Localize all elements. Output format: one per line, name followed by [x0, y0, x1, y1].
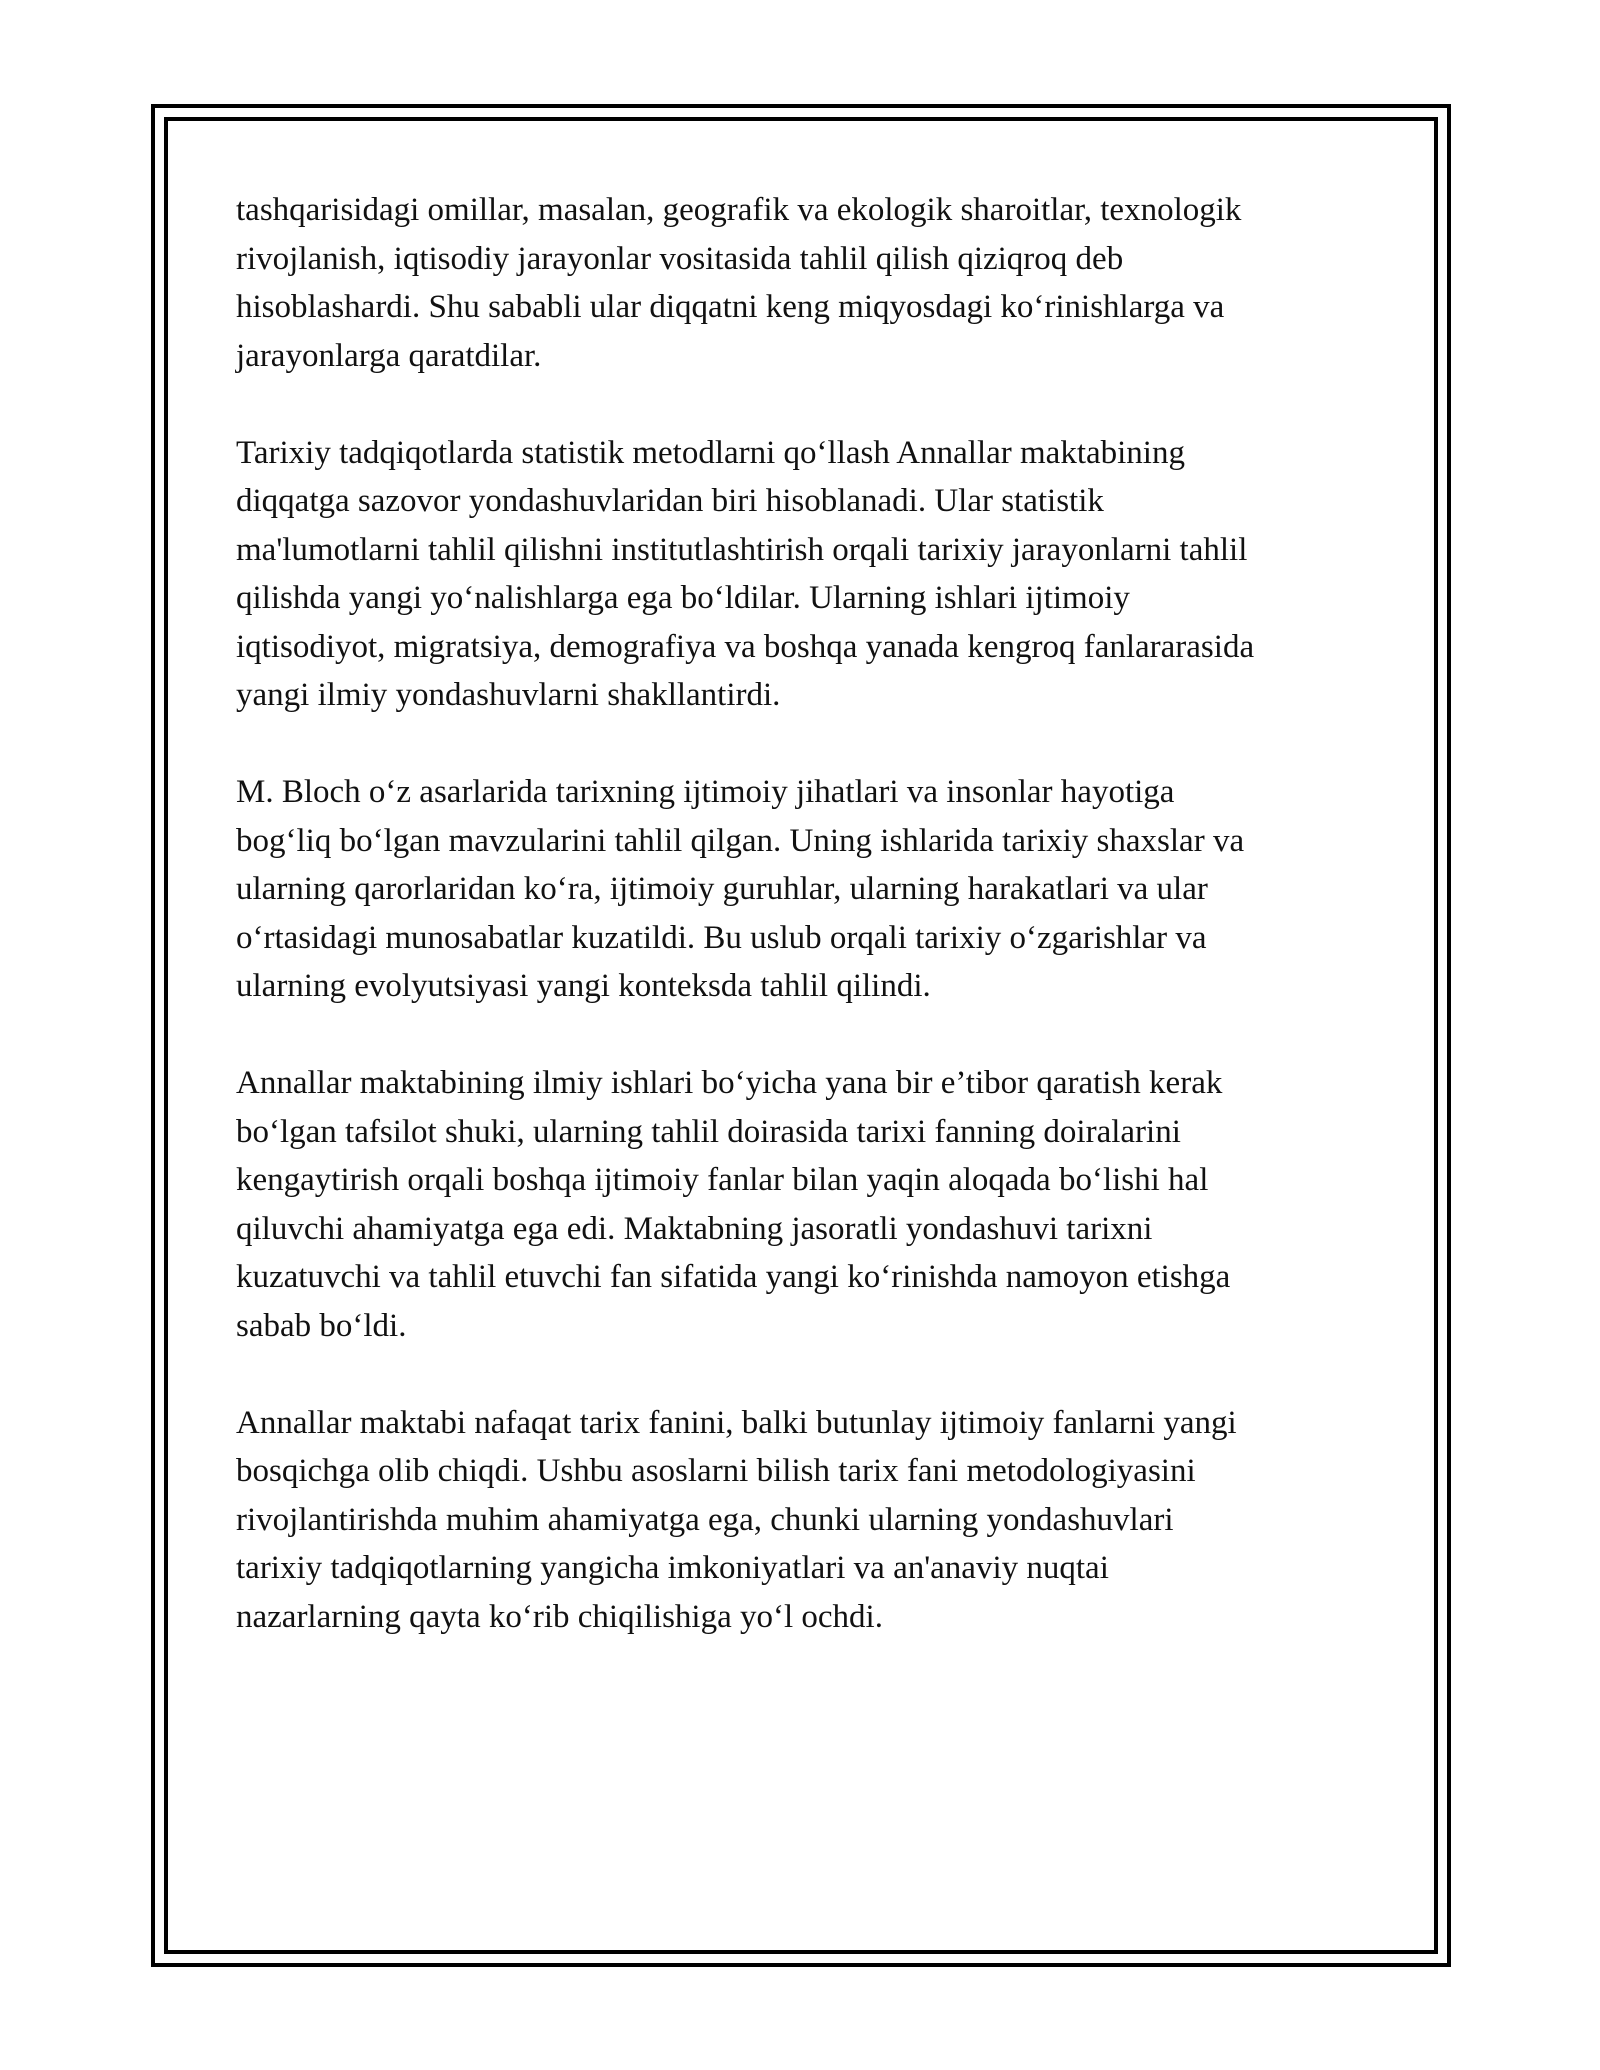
paragraph-1 [236, 186, 1386, 380]
text-line: o‘rtasidagi munosabatlar kuzatildi. Bu uslub orqali tarixiy o‘zgarishlar va [236, 919, 1207, 956]
text-line: Annallar maktabining ilmiy ishlari bo‘yicha yana bir e’tibor qaratish kerak [236, 1065, 1223, 1101]
text-line: qilishda yangi yo‘nalishlarga ega bo‘ldilar. Ularning ishlari ijtimoiy [236, 580, 1130, 616]
text-line: M. Bloch o‘z asarlarida tarixning ijtimoiy jihatlari va insonlar hayotiga [236, 774, 1175, 810]
text-line: kuzatuvchi va tahlil etuvchi fan sifatida yangi ko‘rinishda namoyon etishga [236, 1259, 1231, 1295]
text-line: ma'lumotlarni tahlil qilishni institutlashtirish orqali tarixiy jarayonlarni tahlil [236, 531, 1248, 568]
document-body [236, 186, 1386, 1690]
text-line: ularning qarorlaridan ko‘ra, ijtimoiy guruhlar, ularning harakatlari va ular [236, 871, 1208, 907]
text-line: kengaytirish orqali boshqa ijtimoiy fanlar bilan yaqin aloqada bo‘lishi hal [236, 1162, 1209, 1198]
paragraph-5 [236, 1399, 1386, 1642]
paragraph-3 [236, 768, 1386, 1011]
text-line: tarixiy tadqiqotlarning yangicha imkoniyatlari va an'anaviy nuqtai [236, 1550, 1109, 1586]
text-line: tashqarisidagi omillar, masalan, geografik va ekologik sharoitlar, texnologik [236, 192, 1242, 228]
text-line: sabab bo‘ldi. [236, 1307, 407, 1344]
paragraph-2 [236, 429, 1386, 720]
text-line: rivojlantirishda muhim ahamiyatga ega, chunki ularning yondashuvlari [236, 1501, 1174, 1538]
text-line: yangi ilmiy yondashuvlarni shakllantirdi. [236, 677, 781, 713]
text-line: diqqatga sazovor yondashuvlaridan biri hisoblanadi. Ular statistik [236, 483, 1104, 519]
text-line: iqtisodiyot, migratsiya, demografiya va boshqa yanada kengroq fanlararasida [236, 628, 1255, 665]
paragraph-4 [236, 1059, 1386, 1350]
text-line: bo‘lgan tafsilot shuki, ularning tahlil doirasida tarixi fanning doiralarini [236, 1113, 1181, 1150]
text-line: bog‘liq bo‘lgan mavzularini tahlil qilgan. Uning ishlarida tarixiy shaxslar va [236, 822, 1245, 859]
text-line: Tarixiy tadqiqotlarda statistik metodlarni qo‘llash Annallar maktabining [236, 434, 1185, 471]
text-line: nazarlarning qayta ko‘rib chiqilishiga yo‘l ochdi. [236, 1598, 883, 1635]
text-line: hisoblashardi. Shu sababli ular diqqatni keng miqyosdagi ko‘rinishlarga va [236, 289, 1225, 325]
text-line: bosqichga olib chiqdi. Ushbu asoslarni bilish tarix fani metodologiyasini [236, 1453, 1196, 1489]
text-line: jarayonlarga qaratdilar. [236, 337, 542, 374]
text-line: ularning evolyutsiyasi yangi konteksda tahlil qilindi. [236, 968, 931, 1004]
text-line: qiluvchi ahamiyatga ega edi. Maktabning jasoratli yondashuvi tarixni [236, 1210, 1153, 1247]
text-line: Annallar maktabi nafaqat tarix fanini, balki butunlay ijtimoiy fanlarni yangi [236, 1404, 1237, 1441]
text-line: rivojlanish, iqtisodiy jarayonlar vositasida tahlil qilish qiziqroq deb [236, 240, 1124, 277]
